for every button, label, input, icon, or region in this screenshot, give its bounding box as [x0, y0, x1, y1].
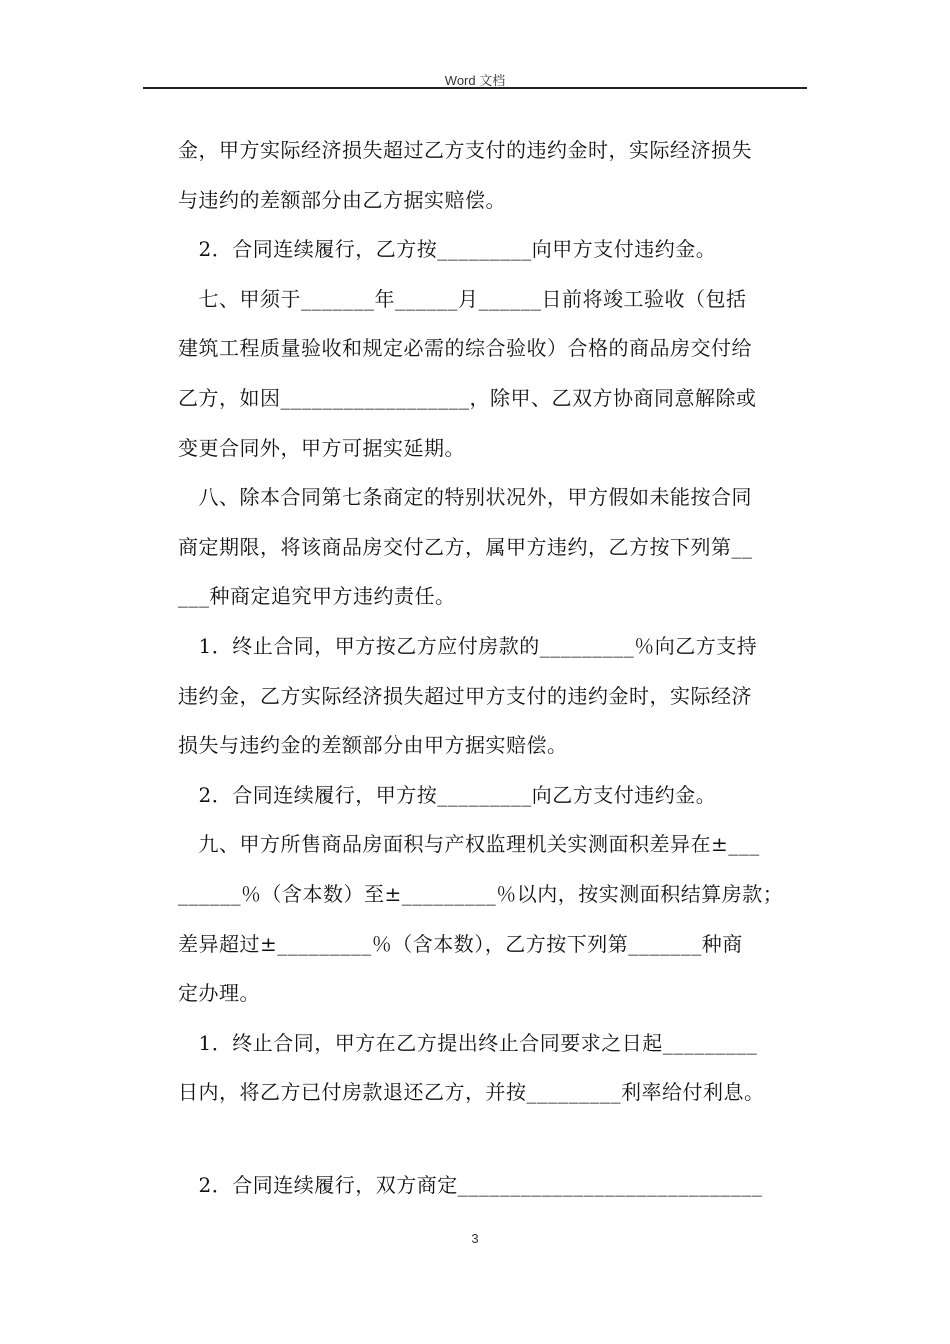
body-line: 乙方，如因__________________，除甲、乙双方协商同意解除或	[178, 385, 757, 410]
body-line: 2．合同连续履行，甲方按_________向乙方支付违约金。	[178, 782, 717, 807]
body-line: 八、除本合同第七条商定的特别状况外，甲方假如未能按合同	[178, 485, 752, 510]
body-line: 损失与违约金的差额部分由甲方据实赔偿。	[178, 733, 568, 758]
body-line: 1．终止合同，甲方按乙方应付房款的_________％向乙方支持	[178, 633, 758, 658]
body-line: 1．终止合同，甲方在乙方提出终止合同要求之日起_________	[178, 1030, 758, 1055]
body-line: 建筑工程质量验收和规定必需的综合验收）合格的商品房交付给	[178, 336, 752, 361]
document-body	[178, 126, 802, 1210]
body-line: 2．合同连续履行，乙方按_________向甲方支付违约金。	[178, 237, 717, 262]
body-line: 七、甲须于_______年______月______日前将竣工验收（包括	[178, 286, 747, 311]
blank-line	[178, 1118, 802, 1161]
document-header-title: Word 文档	[444, 73, 506, 88]
body-line: 日内，将乙方已付房款退还乙方，并按_________利率给付利息。	[178, 1080, 765, 1105]
body-line: 差异超过±_________％（含本数），乙方按下列第_______种商	[178, 931, 743, 956]
body-line: 定办理。	[178, 981, 260, 1006]
body-line: 九、甲方所售商品房面积与产权监理机关实测面积差异在±___	[178, 832, 760, 857]
page-number: 3	[471, 1231, 479, 1246]
body-line: 与违约的差额部分由乙方据实赔偿。	[178, 187, 506, 212]
body-line: ___种商定追究甲方违约责任。	[178, 584, 456, 609]
body-line: 2．合同连续履行，双方商定_____________________________	[178, 1172, 763, 1197]
body-line: 金，甲方实际经济损失超过乙方支付的违约金时，实际经济损失	[178, 138, 752, 162]
header-divider	[143, 87, 807, 89]
body-line: 变更合同外，甲方可据实延期。	[178, 435, 465, 460]
body-line: 违约金，乙方实际经济损失超过甲方支付的违约金时，实际经济	[178, 683, 752, 708]
body-line: 商定期限，将该商品房交付乙方，属甲方违约，乙方按下列第__	[178, 534, 753, 559]
body-line: ______％（含本数）至±_________％以内，按实测面积结算房款；	[178, 881, 784, 906]
